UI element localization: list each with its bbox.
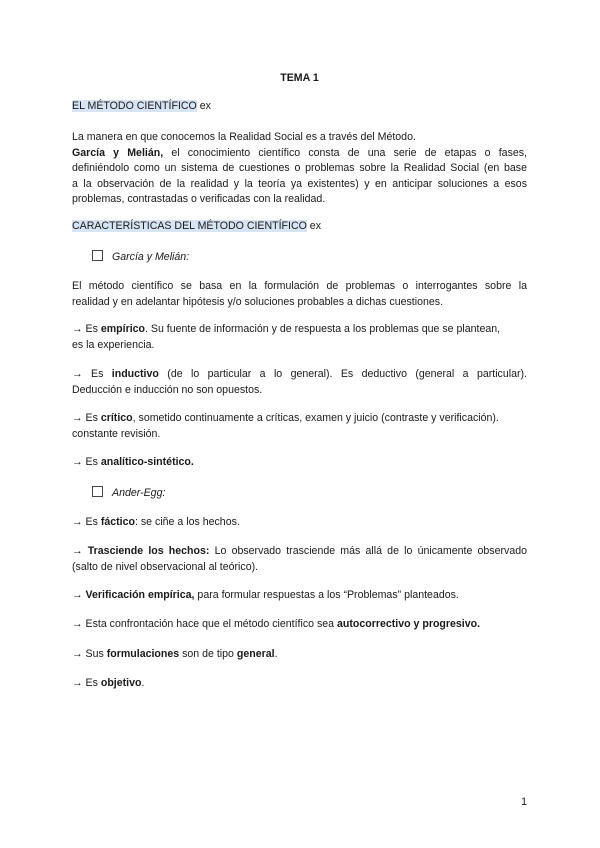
item-line: Deducción e inducción no son opuestos. <box>72 383 263 396</box>
heading-suffix: ex <box>306 220 321 232</box>
method-line: El método científico se basa en la formulación de problemas o interrogantes sobre la <box>72 280 527 292</box>
item-text: → Es <box>72 677 101 689</box>
item-text: (de lo particular a lo general). Es deductivo (general a particular). <box>158 368 527 380</box>
list-item-objetivo <box>72 676 527 692</box>
item-line: (salto de nivel observacional al teórico). <box>72 560 259 573</box>
item-line <box>72 515 527 531</box>
checkbox-item-garcia[interactable] <box>92 250 189 263</box>
page-number: 1 <box>521 796 527 808</box>
checkbox-icon[interactable] <box>92 250 103 261</box>
highlighted-heading: CARACTERÍSTICAS DEL MÉTODO CIENTÍFICO <box>72 220 307 232</box>
section-heading-metodo <box>72 100 211 112</box>
item-text: → Es <box>72 456 101 468</box>
intro-line: La manera en que conocemos la Realidad Social es a través del Método. <box>72 131 416 143</box>
item-text: → <box>72 589 86 601</box>
item-text: . <box>274 648 278 660</box>
document-title: TEMA 1 <box>280 72 319 84</box>
item-bold: analítico-sintético. <box>100 456 194 468</box>
list-item-critico <box>72 411 527 442</box>
checkbox-label: Ander-Egg: <box>112 487 166 499</box>
item-text: Lo observado trasciende más allá de lo únicamente observado <box>209 545 527 557</box>
intro-paragraph <box>72 130 527 208</box>
item-line <box>72 544 527 560</box>
item-bold: empírico <box>100 323 145 335</box>
list-item-trasciende <box>72 544 527 575</box>
list-item-verificacion <box>72 588 527 604</box>
item-text: . <box>141 677 145 689</box>
item-bold: objetivo <box>100 677 142 689</box>
list-item-analitico <box>72 455 527 471</box>
item-bold: inductivo <box>111 368 159 380</box>
item-text: . Su fuente de información y de respuesta a los problemas que se plantean, <box>145 323 501 335</box>
section-heading-caracteristicas <box>72 220 321 232</box>
item-text: → Sus <box>72 648 107 660</box>
authors-bold: García y Melián, <box>72 146 164 159</box>
intro-line: definiéndolo como un sistema de cuestiones o problemas sobre la Realidad Social (en base <box>72 162 527 175</box>
item-text: : se ciñe a los hechos. <box>135 516 240 528</box>
item-line <box>72 588 527 604</box>
item-text: → Es <box>72 323 101 335</box>
list-item-formulaciones <box>72 647 527 663</box>
item-line <box>72 411 527 427</box>
heading-suffix: ex <box>196 100 211 112</box>
item-bold: fáctico <box>100 516 135 528</box>
checkbox-item-ander-egg[interactable] <box>92 486 165 499</box>
item-text: → Es <box>72 368 112 380</box>
list-item-autocorrectivo <box>72 617 527 633</box>
item-bold: Trasciende los hechos: <box>87 545 210 557</box>
item-bold: crítico <box>100 412 133 424</box>
highlighted-heading: EL MÉTODO CIENTÍFICO <box>72 100 197 112</box>
intro-line: problemas, contrastadas o verificadas con la realidad. <box>72 193 326 206</box>
item-text: para formular respuestas a los “Problemas” planteados. <box>194 589 459 601</box>
item-bold: autocorrectivo y progresivo. <box>337 618 481 630</box>
method-paragraph <box>72 279 527 310</box>
method-line: realidad y en adelantar hipótesis y/o soluciones probables a dichas cuestiones. <box>72 295 444 308</box>
item-text: son de tipo <box>179 648 237 660</box>
item-text: → Es <box>72 516 101 528</box>
item-line <box>72 367 527 383</box>
item-bold: general <box>236 648 275 660</box>
checkbox-icon[interactable] <box>92 486 103 497</box>
item-text: → Es <box>72 412 101 424</box>
intro-line <box>72 146 527 162</box>
item-line <box>72 322 527 338</box>
item-bold: Verificación empírica, <box>85 589 195 601</box>
checkbox-label: García y Melián: <box>112 251 190 263</box>
list-item-empirico <box>72 322 527 353</box>
item-text: → Esta confrontación hace que el método científico sea <box>72 618 337 630</box>
list-item-inductivo <box>72 367 527 398</box>
item-line <box>72 617 527 633</box>
item-line: es la experiencia. <box>72 338 155 351</box>
item-line <box>72 676 527 692</box>
item-line <box>72 647 527 663</box>
intro-text: el conocimiento científico consta de una serie de etapas o fases, <box>163 146 527 159</box>
item-line <box>72 455 527 471</box>
intro-line: a la observación de la realidad y la teoría ya existentes) y en anticipar soluciones a esos <box>72 177 527 190</box>
item-line: constante revisión. <box>72 427 161 440</box>
item-text: → <box>72 545 88 557</box>
list-item-factico <box>72 515 527 531</box>
item-bold: formulaciones <box>106 648 180 660</box>
item-text: , sometido continuamente a críticas, examen y juicio (contraste y verificación). <box>132 412 499 424</box>
